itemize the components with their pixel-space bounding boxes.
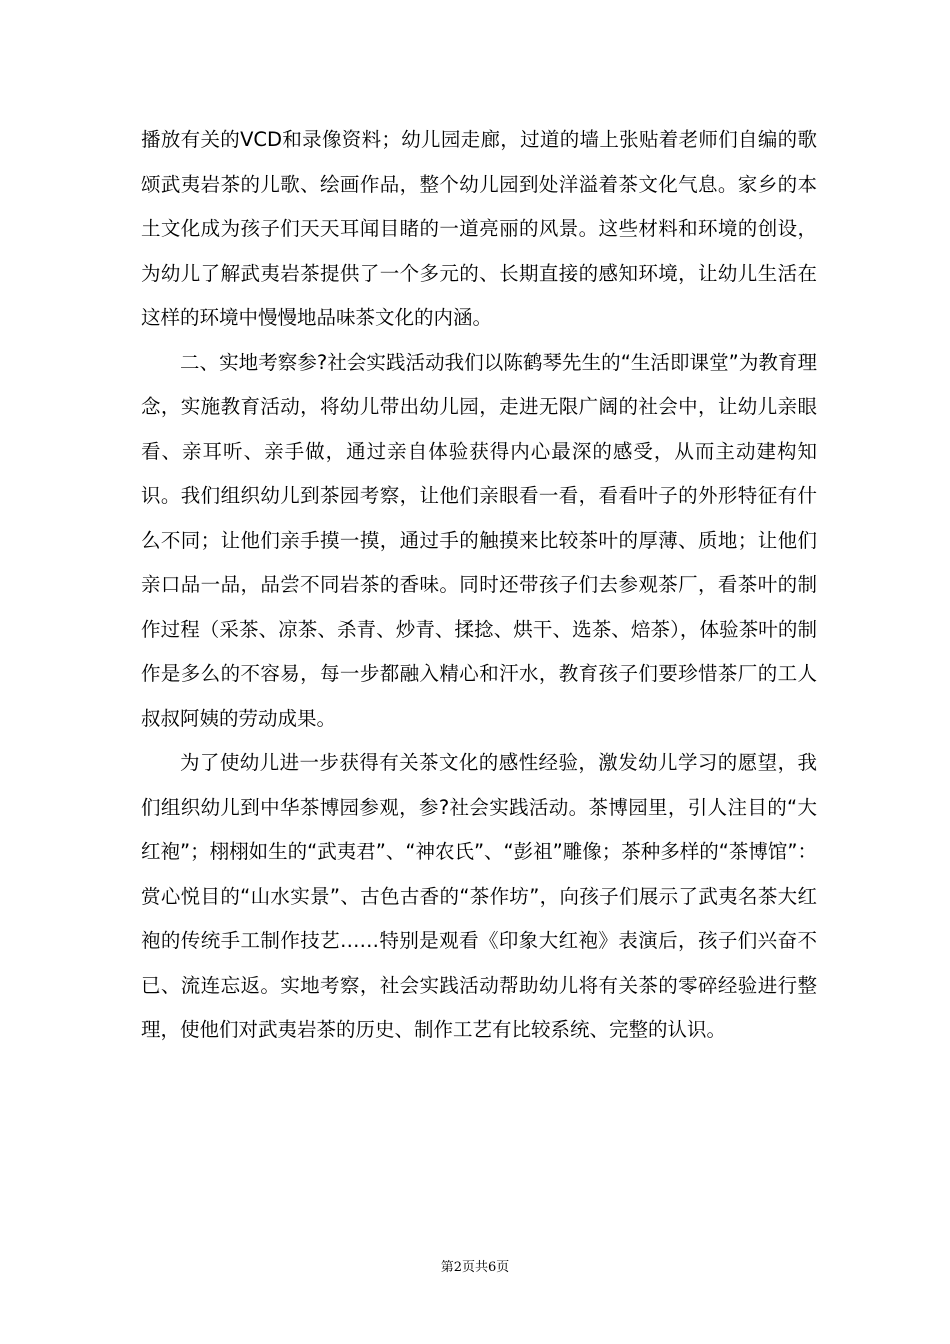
paragraph-continuation: 播放有关的VCD和录像资料；幼儿园走廊，过道的墙上张贴着老师们自编的歌颂武夷岩茶的儿歌、绘画作品，整个幼儿园到处洋溢着茶文化气息。家乡的本土文化成为孩子们天天耳闻目睹的一道亮丽的风景。这些材料和环境的创设，为幼儿了解武夷岩茶提供了一个多元的、长期直接的感知环境，让幼儿生活在这样的环境中慢慢地品味茶文化的内涵。 [141, 128, 817, 329]
paragraph-field-trip: 二、实地考察参?社会实践活动我们以陈鹤琴先生的“生活即课堂”为教育理念，实施教育活动，将幼儿带出幼儿园，走进无限广阔的社会中，让幼儿亲眼看、亲耳听、亲手做，通过亲自体验获得内心最深的感受，从而主动建构知识。我们组织幼儿到茶园考察，让他们亲眼看一看，看看叶子的外形特征有什么不同；让他们亲手摸一摸，通过手的触摸来比较茶叶的厚薄、质地；让他们亲口品一品，品尝不同岩茶的香味。同时还带孩子们去参观茶厂，看茶叶的制作过程（采茶、凉茶、杀青、炒青、揉捻、烘干、选茶、焙茶），体验茶叶的制作是多么的不容易，每一步都融入精心和汗水，教育孩子们要珍惜茶厂的工人叔叔阿姨的劳动成果。 [141, 350, 817, 730]
paragraph-tea-expo: 为了使幼儿进一步获得有关茶文化的感性经验，激发幼儿学习的愿望，我们组织幼儿到中华茶博园参观，参?社会实践活动。茶博园里，引人注目的“大红袍”；栩栩如生的“武夷君”、“神农氏”、“彭祖”雕像；茶种多样的“茶博馆”：赏心悦目的“山水实景”、古色古香的“茶作坊”，向孩子们展示了武夷名茶大红袍的传统手工制作技艺……特别是观看《印象大红袍》表演后，孩子们兴奋不已、流连忘返。实地考察，社会实践活动帮助幼儿将有关茶的零碎经验进行整理，使他们对武夷岩茶的历史、制作工艺有比较系统、完整的认识。 [141, 751, 817, 1041]
body-text [141, 118, 817, 1053]
page-number-footer: 第2页共6页 [440, 1260, 510, 1275]
